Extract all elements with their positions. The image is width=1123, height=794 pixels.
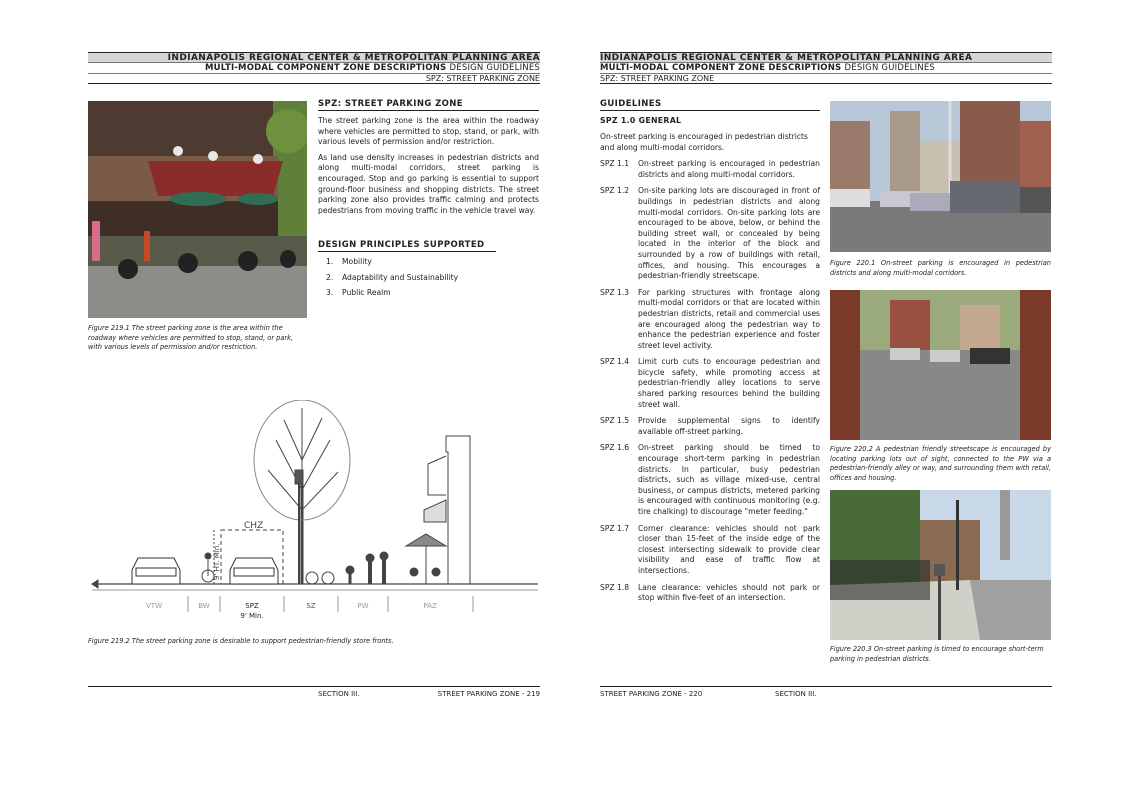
general-text: On-street parking is encouraged in pedestrian districts and along multi-modal corridors. [600,132,808,152]
guideline-item: SPZ 1.7 Corner clearance: vehicles should not park closer than 15-feet of the inside edge of the closest intersecting sidewalk to provide clear visibility and ease of traffic flow at intersections. [600,523,820,575]
width-label: 9' Min. [240,612,264,620]
caption-219-1: Figure 219.1 The street parking zone is the area within the roadway where vehicles are permitted to stop, stand, or park, with various levels of permission and/or restriction. [88,324,293,352]
chz-label: CHZ [244,521,264,531]
principles-section [318,240,496,304]
intro-title: SPZ: STREET PARKING ZONE [318,99,539,111]
guideline-item: SPZ 1.6 On-street parking should be timed to encourage short-term parking in pedestrian districts. In particular, busy pedestrian districts, such as village mixed-use, central business, or campus districts, metered parking is encouraged with continuous monitoring (e.g. tire chalking) to discourage "meter feeding." [600,443,820,516]
zone-label: BW [198,602,210,610]
guideline-item: SPZ 1.5 Provide supplemental signs to identify available off-street parking. [600,416,820,436]
right-header [600,52,1052,84]
guideline-item: SPZ 1.8 Lane clearance: vehicles should not park or stop within five-feet of an intersection. [600,582,820,603]
zone-label: SPZ [245,602,259,610]
footer-section: SECTION III. [775,690,817,698]
right-page [562,0,1123,794]
zone-label: PW [357,602,369,610]
street-section-diagram [88,400,540,625]
photo-downtown-street-parking [830,101,1051,252]
principle-item: 2. Adaptability and Sustainability [326,272,459,282]
photo-street-parking-storefront [88,101,307,318]
header-section: SPZ: STREET PARKING ZONE [600,74,1052,84]
photo-hidden-parking-lot [830,290,1051,440]
guideline-item: SPZ 1.3 For parking structures with frontage along multi-modal corridors or that are located within pedestrian districts, retail and commercial uses are encouraged along the pedestrian way to enhance the pedestrian experience and foster street level activity. [600,287,820,350]
intro-paragraph-1: The street parking zone is the area within the roadway where vehicles are permitted to stop, stand, or park, with various levels of permission and/or restriction. [318,116,539,147]
left-footer [88,686,540,698]
right-footer [600,686,1052,698]
header-subtitle: MULTI-MODAL COMPONENT ZONE DESCRIPTIONS DESIGN GUIDELINES [88,63,540,74]
header-title: INDIANAPOLIS REGIONAL CENTER & METROPOLITAN PLANNING AREA [600,53,1052,63]
caption-219-2: Figure 219.2 The street parking zone is desirable to support pedestrian-friendly store fronts. [88,637,394,645]
principle-item: 3. Public Realm [326,288,391,298]
header-subtitle: MULTI-MODAL COMPONENT ZONE DESCRIPTIONS DESIGN GUIDELINES [600,63,1052,74]
guideline-item: SPZ 1.4 Limit curb cuts to encourage pedestrian and bicycle safety, while promoting access at pedestrian-friendly alley locations to serve shared parking resources behind the building street wall. [600,357,820,409]
footer-page-number: STREET PARKING ZONE - 219 [437,690,540,698]
principle-item: 1. Mobility [326,257,372,266]
left-header [88,52,540,84]
guidelines-section [600,99,820,610]
guideline-item: SPZ 1.2 On-site parking lots are discouraged in front of buildings in pedestrian districts and along multi-modal corridors. On-site parking lots are encouraged to be above, below, or behind the building street wall, or concealed by being located in the interior of the block and surrounded by a row of buildings with retail, offices, and housing. This encourages a pedestrian-friendly streetscape. [600,186,820,281]
principles-list [318,257,496,299]
footer-page-number: STREET PARKING ZONE - 220 [600,690,703,698]
principles-title: DESIGN PRINCIPLES SUPPORTED [318,240,496,252]
guidelines-title: GUIDELINES [600,99,820,111]
header-section: SPZ: STREET PARKING ZONE [88,74,540,84]
intro-paragraph-2: As land use density increases in pedestrian districts and along multi-modal corridors, street parking is encouraged. Stop and go parking is essential to support ground-floor business and shopping districts. The street parking zone also provides traffic calming and protects pedestrians from moving traffic in the vehicle travel way. [318,152,539,215]
photo-parking-meter-sidewalk [830,490,1051,640]
zone-label: SZ [306,602,316,610]
height-label: 9' HT. Min. [213,543,221,580]
caption-220-1: Figure 220.1 On-street parking is encouraged in pedestrian districts and along multi-modal corridors. [830,259,1051,277]
zone-label: PAZ [423,602,437,610]
header-title: INDIANAPOLIS REGIONAL CENTER & METROPOLITAN PLANNING AREA [88,53,540,63]
caption-220-3: Figure 220.3 On-street parking is timed to encourage short-term parking in pedestrian districts. [830,645,1044,663]
general-title: SPZ 1.0 GENERAL [600,116,682,125]
intro-section [318,99,539,216]
left-page [0,0,561,794]
caption-220-2: Figure 220.2 A pedestrian friendly streetscape is encouraged by locating parking lots out of sight, connected to the PW via a pedestrian-friendly alley or way, and surrounding them with retail, offices and housing. [830,445,1051,482]
footer-section: SECTION III. [318,690,360,698]
zone-label: VTW [146,602,162,610]
guideline-item: SPZ 1.1 On-street parking is encouraged in pedestrian districts and along multi-modal corridors. [600,159,820,179]
